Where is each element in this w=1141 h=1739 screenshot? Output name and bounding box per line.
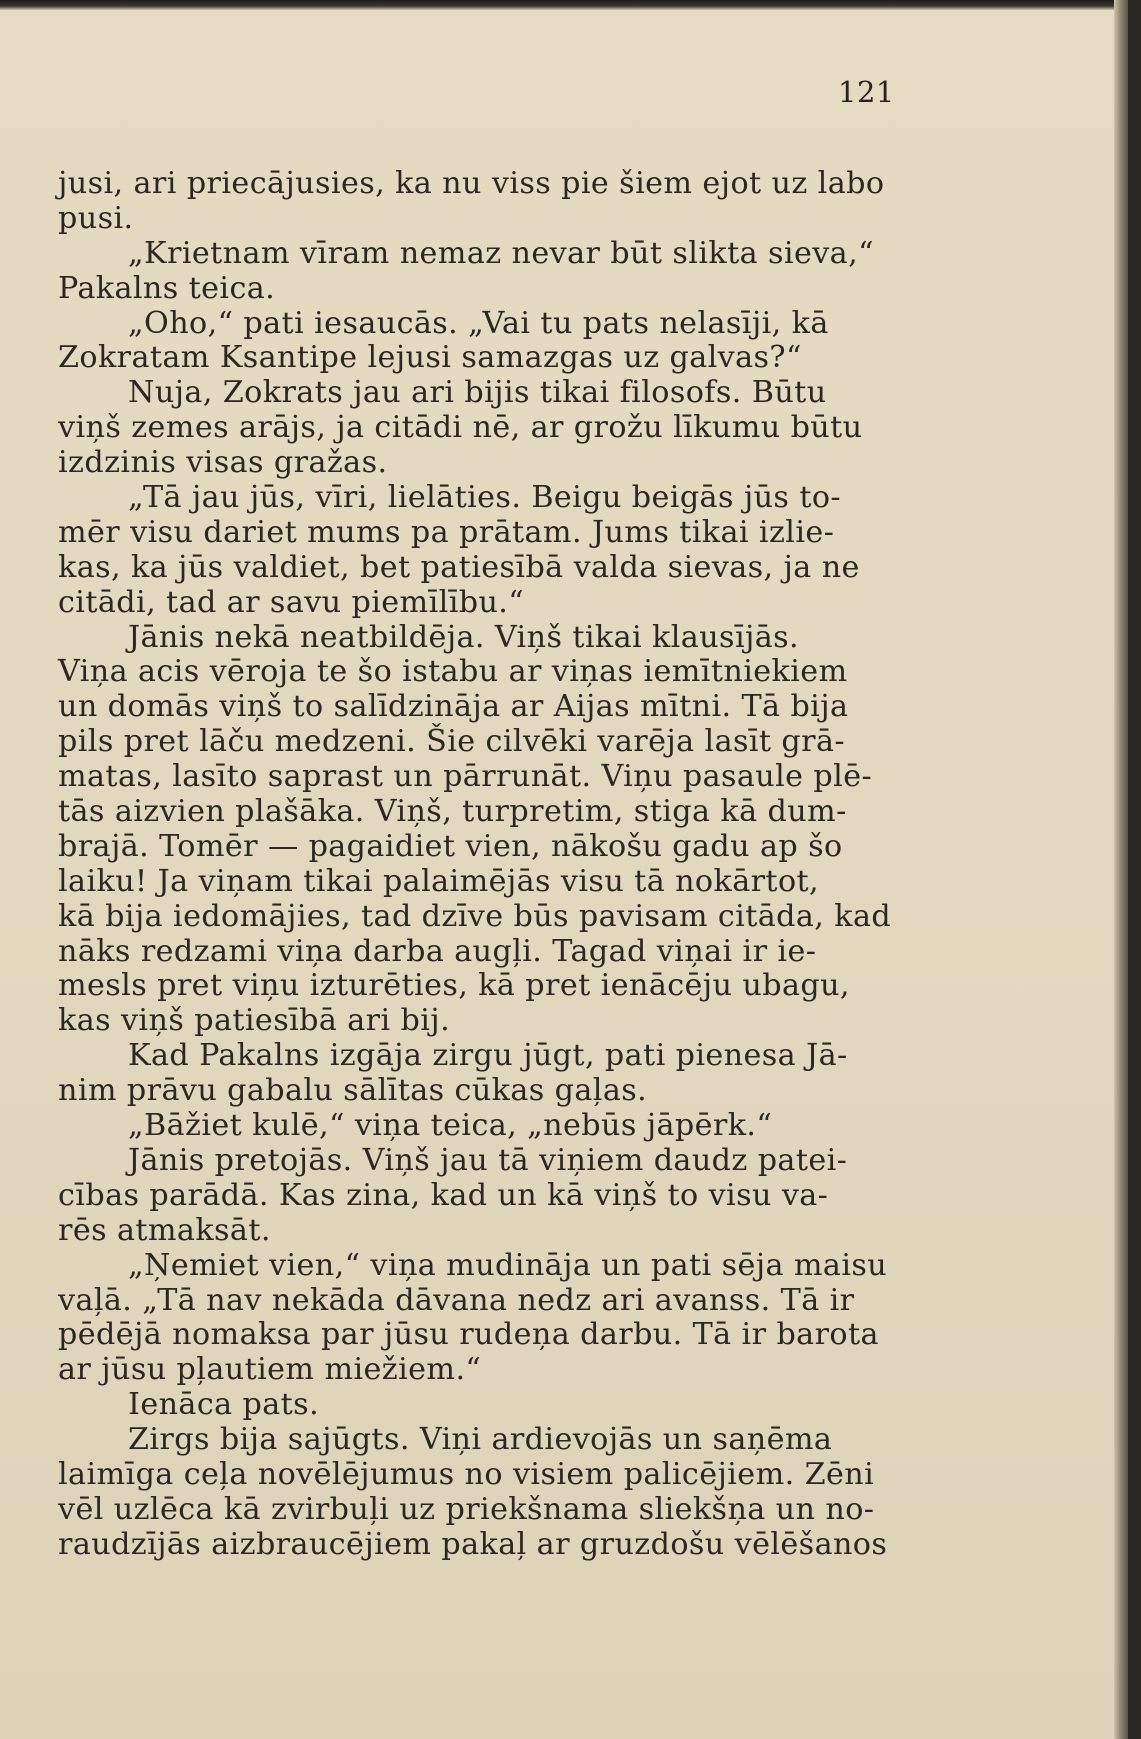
text-line: laiku! Ja viņam tikai palaimējās visu tā nokārtot,	[58, 863, 820, 899]
text-line: ar jūsu pļautiem miežiem.“	[58, 1352, 482, 1388]
text-line: pils pret lāču medzeni. Šie cilvēki varēja lasīt grā-	[58, 724, 845, 760]
text-line: kas, ka jūs valdiet, bet patiesībā valda sievas, ja ne	[58, 549, 860, 585]
body-text	[58, 167, 906, 1563]
page-right-edge	[1114, 0, 1128, 1739]
page-number: 121	[838, 75, 895, 109]
text-line: un domās viņš to salīdzināja ar Aijas mītni. Tā bija	[58, 689, 849, 725]
text-line: tās aizvien plašāka. Viņš, turpretim, stiga kā dum-	[58, 794, 847, 830]
text-line: Jānis nekā neatbildēja. Viņš tikai klausījās.	[128, 619, 800, 655]
text-line: Ienāca pats.	[128, 1387, 320, 1423]
text-line: citādi, tad ar savu piemīlību.“	[58, 584, 525, 620]
text-line: laimīga ceļa novēlējumus no visiem palicējiem. Zēni	[58, 1456, 875, 1492]
text-line: pēdējā nomaksa par jūsu rudeņa darbu. Tā ir barota	[58, 1317, 879, 1353]
text-line: izdzinis visas gražas.	[58, 445, 388, 481]
text-line: nāks redzami viņa darba augļi. Tagad viņai ir ie-	[58, 933, 817, 969]
text-line: matas, lasīto saprast un pārrunāt. Viņu pasaule plē-	[58, 759, 873, 795]
text-line: cības parādā. Kas zina, kad un kā viņš to visu va-	[58, 1177, 829, 1213]
text-line: raudzījās aizbraucējiem pakaļ ar gruzdošu vēlēšanos	[58, 1526, 888, 1562]
text-line: vēl uzlēca kā zvirbuļi uz priekšnama sliekšņa un no-	[58, 1491, 875, 1527]
text-line: kas viņš patiesībā ari bij.	[58, 1003, 451, 1039]
text-line: brajā. Tomēr — pagaidiet vien, nākošu gadu ap šo	[58, 828, 843, 864]
text-line: vaļā. „Tā nav nekāda dāvana nedz ari avanss. Tā ir	[58, 1282, 855, 1318]
text-line: Nuja, Zokrats jau ari bijis tikai filosofs. Būtu	[128, 375, 827, 411]
text-line: Zirgs bija sajūgts. Viņi ardievojās un saņēma	[128, 1422, 833, 1458]
text-line: Kad Pakalns izgāja zirgu jūgt, pati pienesa Jā-	[128, 1038, 848, 1074]
page-top-edge	[0, 0, 1128, 10]
text-line: Viņa acis vēroja te šo istabu ar viņas iemītniekiem	[58, 654, 848, 690]
text-line: kā bija iedomājies, tad dzīve būs pavisam citāda, kad	[58, 898, 892, 934]
text-line: viņš zemes arājs, ja citādi nē, ar grožu līkumu būtu	[58, 410, 863, 446]
text-line: rēs atmaksāt.	[58, 1212, 271, 1248]
text-line: nim prāvu gabalu sālītas cūkas gaļas.	[58, 1073, 648, 1109]
text-line: jusi, ari priecājusies, ka nu viss pie šiem ejot uz labo	[58, 166, 885, 201]
text-line: pusi.	[58, 200, 134, 236]
text-line: Pakalns teica.	[58, 270, 276, 306]
text-line: Zokratam Ksantipe lejusi samazgas uz galvas?“	[58, 340, 802, 376]
text-line: „Oho,“ pati iesaucās. „Vai tu pats nelasīji, kā	[128, 305, 829, 341]
text-line: „Bāžiet kulē,“ viņa teica, „nebūs jāpērk.“	[128, 1108, 773, 1144]
text-line: Jānis pretojās. Viņš jau tā viņiem daudz patei-	[128, 1142, 848, 1178]
text-line: „Krietnam vīram nemaz nevar būt slikta sieva,“	[128, 235, 874, 271]
text-line: mesls pret viņu izturēties, kā pret ienācēju ubagu,	[58, 968, 850, 1004]
text-line: „Tā jau jūs, vīri, lielāties. Beigu beigās jūs to-	[128, 480, 842, 516]
text-line: mēr visu dariet mums pa prātam. Jums tikai izlie-	[58, 514, 835, 550]
text-line: „Ņemiet vien,“ viņa mudināja un pati sēja maisu	[128, 1247, 888, 1283]
